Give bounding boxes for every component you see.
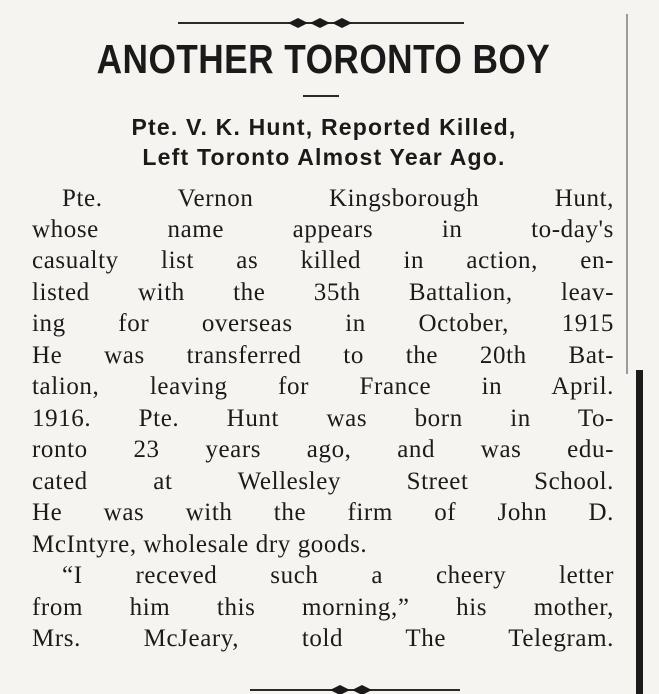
- column-rule: [626, 14, 628, 374]
- body-line: ing for overseas in October, 1915: [32, 310, 614, 337]
- ornamental-rule-top: [178, 18, 464, 28]
- short-divider: [303, 95, 339, 97]
- body-line: He was transferred to the 20th Bat-: [32, 342, 614, 369]
- body-line: whose name appears in to-day's: [32, 216, 614, 243]
- body-line: casualty list as killed in action, en-: [32, 247, 614, 274]
- body-line: McIntyre, wholesale dry goods.: [32, 531, 368, 558]
- body-line: 1916. Pte. Hunt was born in To-: [32, 405, 614, 432]
- body-line: ronto 23 years ago, and was edu-: [32, 436, 614, 463]
- body-line: cated at Wellesley Street School.: [32, 468, 614, 495]
- body-line: He was with the firm of John D.: [32, 499, 614, 526]
- body-line: listed with the 35th Battalion, leav-: [32, 279, 614, 306]
- body-line: “I receved such a cheery letter: [62, 562, 614, 589]
- body-line: talion, leaving for France in April.: [32, 373, 614, 400]
- subheadline-line-2: Left Toronto Almost Year Ago.: [142, 144, 506, 170]
- ornamental-rule-bottom: [250, 684, 460, 694]
- subheadline-line-1: Pte. V. K. Hunt, Reported Killed,: [131, 114, 517, 140]
- body-line: Mrs. McJeary, told The Telegram.: [32, 625, 614, 652]
- body-line: from him this morning,” his mother,: [32, 594, 614, 621]
- column-edge-shadow: [636, 370, 643, 694]
- body-line: Pte. Vernon Kingsborough Hunt,: [62, 185, 614, 212]
- headline: ANOTHER TORONTO BOY: [96, 36, 551, 82]
